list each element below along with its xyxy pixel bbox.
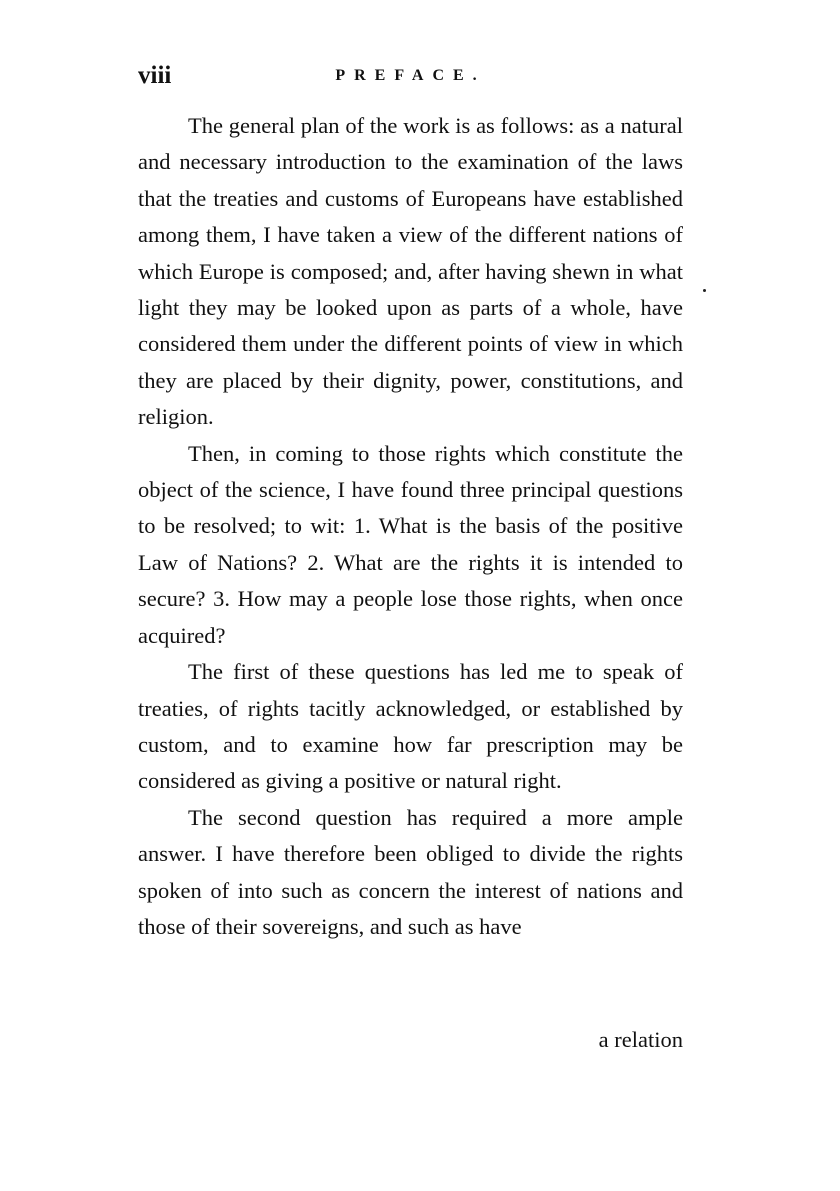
paragraph-questions: Then, in coming to those rights which constitute the object of the science, I have found three principal questions to be resolved; to wit: 1. What is the basis of the positive Law of Nations? 2. What are the rights it is intended to secure? 3. How may a people lose those rights, when once acquired? — [138, 440, 683, 648]
paragraph-plan: The general plan of the work is as follows: as a natural and necessary introduction to the examination of the laws that the treaties and customs of Europeans have established among them, I have taken a view of the different nations of which Europe is composed; and, after having shewn in what light they may be looked upon as parts of a whole, have considered them under the different points of view in which they are placed by their dignity, power, constitutions, and religion. — [138, 113, 683, 430]
catchword: a relation — [598, 1027, 683, 1052]
running-head: PREFACE. — [335, 67, 486, 84]
page-number: viii — [138, 62, 172, 89]
paragraph-first-question: The first of these questions has led me to speak of treaties, of rights tacitly acknowledged, or established by custom, and to examine how far prescription may be considered as giving a positive or natural right. — [138, 659, 683, 794]
ink-speck — [703, 289, 706, 292]
paragraph-second-question: The second question has required a more ample answer. I have therefore been obliged to divide the rights spoken of into such as concern the interest of nations and those of their sovereigns, and such as have — [138, 804, 683, 939]
body-text — [138, 108, 683, 945]
page-header — [138, 62, 683, 98]
